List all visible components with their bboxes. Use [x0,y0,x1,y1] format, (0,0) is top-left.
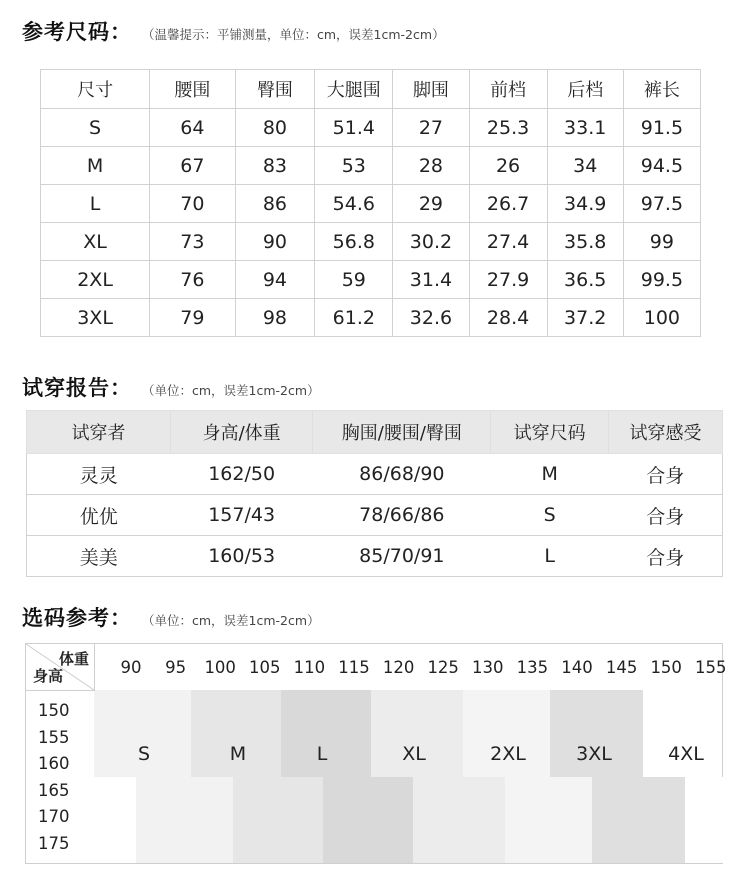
size-cell: 26.7 [469,185,547,223]
size-band [233,777,323,863]
size-cell: 54.6 [315,185,393,223]
report-cell: 157/43 [170,495,312,536]
size-header-cell: 腰围 [150,70,235,109]
report-header-cell: 试穿感受 [609,411,723,454]
size-cell: 59 [315,261,393,299]
weight-tick-label: 155 [695,658,727,677]
report-cell: 162/50 [170,454,312,495]
size-table-row [41,147,701,185]
size-cell: 31.4 [393,261,469,299]
size-cell: 67 [150,147,235,185]
size-band-label: 2XL [490,743,526,765]
size-cell: 99.5 [623,261,700,299]
size-cell: 34.9 [547,185,623,223]
size-cell: 86 [235,185,315,223]
size-table-row [41,185,701,223]
size-cell: 56.8 [315,223,393,261]
size-table-row [41,109,701,147]
chart-corner-cell [26,644,95,691]
size-cell: 73 [150,223,235,261]
size-cell: 27.4 [469,223,547,261]
report-table-row [27,495,723,536]
size-band-label: M [229,743,247,765]
size-table-header-row [41,70,701,109]
size-band [323,777,413,863]
size-cell: 37.2 [547,299,623,337]
size-cell: 70 [150,185,235,223]
report-cell: L [491,536,609,577]
size-cell: S [41,109,150,147]
size-cell: 79 [150,299,235,337]
size-band-label: S [137,743,151,765]
height-tick-label: 175 [38,833,70,853]
report-table [26,410,723,577]
height-tick-label: 155 [38,727,70,747]
size-cell: 25.3 [469,109,547,147]
weight-tick-label: 145 [605,658,638,677]
size-section-note: （温馨提示：平铺测量，单位：cm，误差1cm-2cm） [142,27,445,42]
report-cell: 86/68/90 [313,454,491,495]
weight-tick-label: 95 [165,658,187,677]
weight-tick-label: 110 [293,658,326,677]
size-header-cell: 裤长 [623,70,700,109]
size-section-title: 参考尺码： [22,20,132,44]
size-band [136,777,233,863]
weight-tick-label: 90 [120,658,142,677]
report-cell: 78/66/86 [313,495,491,536]
size-band [413,777,505,863]
size-header-cell: 大腿围 [315,70,393,109]
corner-height-label: 身高 [33,667,64,685]
height-tick-label: 165 [38,780,70,800]
size-cell: XL [41,223,150,261]
size-cell: 27.9 [469,261,547,299]
size-cell: 3XL [41,299,150,337]
report-header-cell: 身高/体重 [170,411,312,454]
size-band-label: 4XL [668,743,704,765]
size-table [40,69,701,337]
size-cell: 28.4 [469,299,547,337]
weight-tick-label: 105 [249,658,281,677]
size-table-row [41,261,701,299]
size-cell: 53 [315,147,393,185]
weight-tick-label: 100 [204,658,236,677]
size-header-cell: 前档 [469,70,547,109]
size-cell: L [41,185,150,223]
size-cell: 80 [235,109,315,147]
size-cell: 83 [235,147,315,185]
size-table-row [41,299,701,337]
chart-section-title: 选码参考： [22,606,132,630]
report-header-cell: 胸围/腰围/臀围 [313,411,491,454]
size-selection-chart [25,643,727,864]
report-cell: 85/70/91 [313,536,491,577]
chart-section-header [22,602,320,632]
report-table-row [27,536,723,577]
size-cell: 35.8 [547,223,623,261]
report-section-title: 试穿报告： [22,376,132,400]
size-cell: 2XL [41,261,150,299]
size-band [685,777,750,863]
size-header-cell: 后档 [547,70,623,109]
size-section-header [22,16,445,46]
size-cell: 51.4 [315,109,393,147]
report-cell: 优优 [27,495,171,536]
size-band-label: L [316,743,328,765]
height-tick-label: 170 [38,807,70,826]
size-cell: 32.6 [393,299,469,337]
size-band-label: 3XL [576,743,612,765]
size-table-row [41,223,701,261]
weight-tick-label: 115 [338,658,370,677]
report-table-row [27,454,723,495]
size-cell: 33.1 [547,109,623,147]
size-cell: 99 [623,223,700,261]
corner-weight-label: 体重 [58,650,89,668]
size-cell: 29 [393,185,469,223]
size-cell: 61.2 [315,299,393,337]
report-cell: 160/53 [170,536,312,577]
size-cell: 90 [235,223,315,261]
size-header-cell: 尺寸 [41,70,150,109]
size-header-cell: 臀围 [235,70,315,109]
size-cell: 26 [469,147,547,185]
weight-tick-label: 125 [427,658,459,677]
weight-tick-label: 130 [472,658,504,677]
report-cell: M [491,454,609,495]
report-section-note: （单位：cm，误差1cm-2cm） [142,383,320,398]
report-cell: 合身 [609,454,723,495]
size-band [592,777,685,863]
size-cell: 64 [150,109,235,147]
size-cell: 100 [623,299,700,337]
weight-tick-label: 150 [650,658,682,677]
size-cell: 97.5 [623,185,700,223]
size-cell: 94.5 [623,147,700,185]
report-section-header [22,372,320,402]
report-cell: 合身 [609,536,723,577]
report-header-cell: 试穿尺码 [491,411,609,454]
size-cell: 76 [150,261,235,299]
size-cell: 98 [235,299,315,337]
size-cell: 91.5 [623,109,700,147]
height-tick-label: 160 [38,754,70,773]
size-cell: 30.2 [393,223,469,261]
report-cell: 合身 [609,495,723,536]
report-cell: 灵灵 [27,454,171,495]
size-cell: 28 [393,147,469,185]
size-cell: 34 [547,147,623,185]
size-cell: 27 [393,109,469,147]
size-band [505,777,592,863]
size-cell: M [41,147,150,185]
report-cell: 美美 [27,536,171,577]
chart-section-note: （单位：cm，误差1cm-2cm） [142,613,320,628]
size-band-label: XL [402,743,426,765]
weight-tick-label: 140 [561,658,593,677]
report-table-header-row [27,411,723,454]
report-header-cell: 试穿者 [27,411,171,454]
size-cell: 94 [235,261,315,299]
weight-tick-label: 135 [516,658,549,677]
size-header-cell: 脚围 [393,70,469,109]
weight-tick-label: 120 [382,658,415,677]
report-cell: S [491,495,609,536]
size-cell: 36.5 [547,261,623,299]
height-tick-label: 150 [38,701,70,720]
